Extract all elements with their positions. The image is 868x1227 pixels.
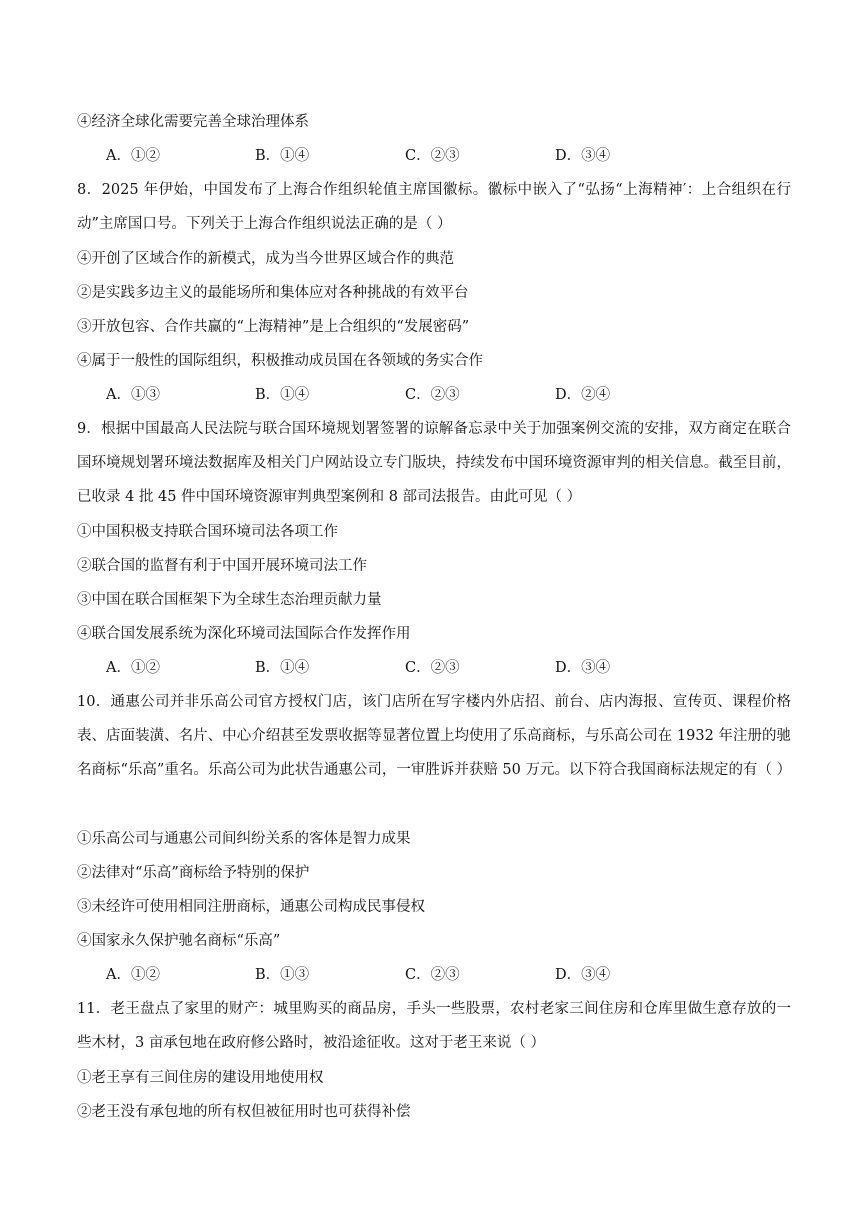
q9-item-4: ④联合国发展系统为深化环境司法国际合作发挥作用 bbox=[77, 626, 411, 642]
q7-item-4: ④经济全球化需要完善全球治理体系 bbox=[77, 114, 309, 130]
q7-option-b: B．①④ bbox=[255, 148, 310, 164]
q8-option-d: D．②④ bbox=[555, 387, 611, 403]
q10-stem: 10．通惠公司并非乐高公司官方授权门店，该门店所在写字楼内外店招、前台、店内海报、宣传页、课程价格表、店面装潢、名片、中心介绍甚至发票收据等显著位置上均使用了乐高商标，与乐高公司在 1932 年注册的驰名商标“乐高”重名。乐高公司为此状告通惠公司，一审胜诉并获赔 50 万元。以下符合我国商标法规定的有（ ） bbox=[77, 694, 792, 778]
q9-item-2: ②联合国的监督有利于中国开展环境司法工作 bbox=[77, 558, 367, 574]
q10-option-b: B．①③ bbox=[255, 967, 310, 983]
q10-item-3: ③未经许可使用相同注册商标，通惠公司构成民事侵权 bbox=[77, 899, 425, 915]
q9-stem: 9．根据中国最高人民法院与联合国环境规划署签署的谅解备忘录中关于加强案例交流的安排，双方商定在联合国环境规划署环境法数据库及相关门户网站设立专门版块，持续发布中国环境资源审判的相关信息。截至目前，已收录 4 批 45 件中国环境资源审判典型案例和 8 部司法报告。由此可见（ ） bbox=[77, 421, 791, 505]
q9-options bbox=[106, 658, 726, 678]
q10-options bbox=[106, 965, 726, 985]
q8-item-4: ④属于一般性的国际组织，积极推动成员国在各领域的务实合作 bbox=[77, 353, 483, 369]
q10-option-a: A．①② bbox=[106, 967, 160, 983]
q10-item-1: ①乐高公司与通惠公司间纠纷关系的客体是智力成果 bbox=[77, 831, 411, 847]
q9-item-1: ①中国积极支持联合国环境司法各项工作 bbox=[77, 524, 338, 540]
q9-item-3: ③中国在联合国框架下为全球生态治理贡献力量 bbox=[77, 592, 382, 608]
q8-item-1: ④开创了区域合作的新模式，成为当今世界区域合作的典范 bbox=[77, 251, 454, 267]
q9-option-b: B．①④ bbox=[255, 660, 310, 676]
q10-option-c: C．②③ bbox=[405, 967, 460, 983]
q9-option-c: C．②③ bbox=[405, 660, 460, 676]
q8-option-a: A．①③ bbox=[106, 387, 160, 403]
q8-options bbox=[106, 385, 726, 405]
q8-option-b: B．①④ bbox=[255, 387, 310, 403]
q8-item-3: ③开放包容、合作共赢的“上海精神”是上合组织的“发展密码” bbox=[77, 319, 470, 335]
q11-stem: 11．老王盘点了家里的财产：城里购买的商品房，手头一些股票，农村老家三间住房和仓库里做生意存放的一些木材，3 亩承包地在政府修公路时，被沿途征收。这对于老王来说（ ） bbox=[77, 1001, 791, 1051]
q7-option-a: A．①② bbox=[106, 148, 160, 164]
q7-options bbox=[106, 146, 726, 166]
q9-option-d: D．③④ bbox=[555, 660, 611, 676]
q10-option-d: D．③④ bbox=[555, 967, 611, 983]
q11-item-1: ①老王享有三间住房的建设用地使用权 bbox=[77, 1070, 324, 1086]
q8-option-c: C．②③ bbox=[405, 387, 460, 403]
q7-option-d: D．③④ bbox=[555, 148, 611, 164]
q7-option-c: C．②③ bbox=[405, 148, 460, 164]
q8-stem: 8．2025 年伊始，中国发布了上海合作组织轮值主席国徽标。徽标中嵌入了“弘扬“上海精神′：上合组织在行动”主席国口号。下列关于上海合作组织说法正确的是（ ） bbox=[77, 182, 791, 232]
q10-item-2: ②法律对“乐高”商标给予特别的保护 bbox=[77, 865, 310, 881]
q10-item-4: ④国家永久保护驰名商标“乐高” bbox=[77, 933, 281, 949]
q8-item-2: ②是实践多边主义的最能场所和集体应对各种挑战的有效平台 bbox=[77, 285, 469, 301]
q9-option-a: A．①② bbox=[106, 660, 160, 676]
q11-item-2: ②老王没有承包地的所有权但被征用时也可获得补偿 bbox=[77, 1104, 411, 1120]
